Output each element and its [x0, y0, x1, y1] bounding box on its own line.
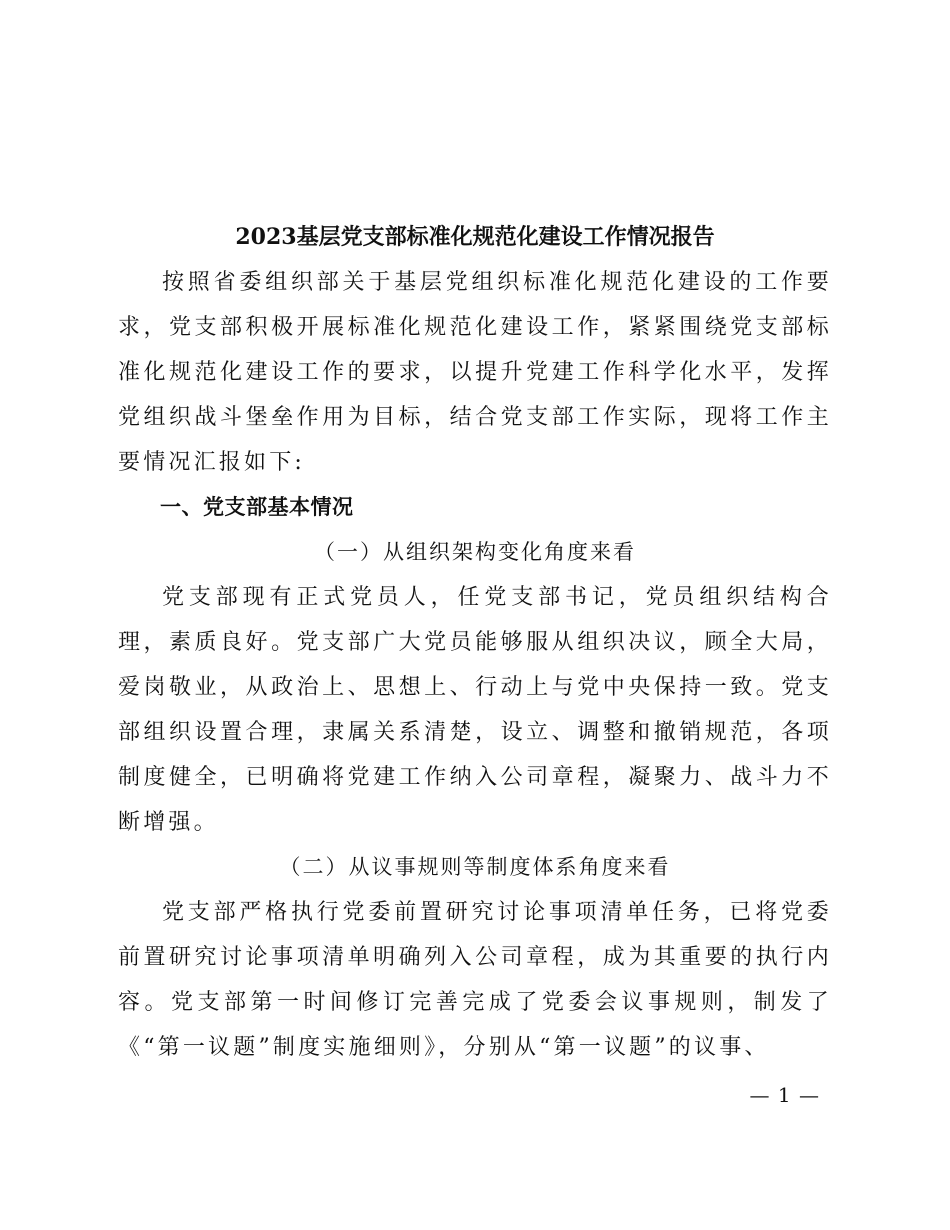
subsection-1-paragraph: 党支部现有正式党员人，任党支部书记，党员组织结构合理，素质良好。党支部广大党员能够服从组织决议，顾全大局，爱岗敬业，从政治上、思想上、行动上与党中央保持一致。党支部组织设置合理，隶属关系清楚，设立、调整和撤销规范，各项制度健全，已明确将党建工作纳入公司章程，凝聚力、战斗力不断增强。: [118, 585, 832, 835]
subsection-2-heading: （二）从议事规则等制度体系角度来看: [279, 855, 671, 879]
document-title: 2023基层党支部标准化规范化建设工作情况报告: [235, 224, 715, 250]
subsection-2-paragraph: 党支部严格执行党委前置研究讨论事项清单任务，已将党委前置研究讨论事项清单明确列入公司章程，成为其重要的执行内容。党支部第一时间修订完善完成了党委会议事规则，制发了《“第一议题”制度实施细则》，分别从“第一议题”的议事、: [118, 900, 832, 1060]
page-number: — 1 —: [749, 1083, 820, 1107]
intro-paragraph: 按照省委组织部关于基层党组织标准化规范化建设的工作要求，党支部积极开展标准化规范化建设工作，紧紧围绕党支部标准化规范化建设工作的要求，以提升党建工作科学化水平，发挥党组织战斗堡垒作用为目标，结合党支部工作实际，现将工作主要情况汇报如下:: [118, 270, 832, 475]
section-1-heading: 一、党支部基本情况: [160, 495, 354, 519]
document-body: [118, 260, 832, 1070]
subsection-1-heading: （一）从组织架构变化角度来看: [314, 540, 636, 564]
